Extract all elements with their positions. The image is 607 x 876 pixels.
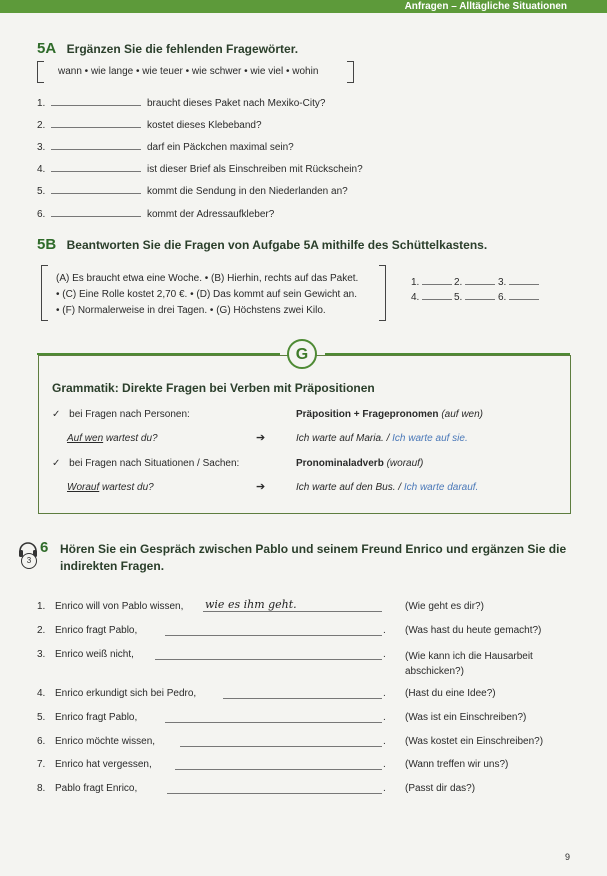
grammar-example-situations: [67, 482, 154, 494]
check-icon: ✓: [52, 409, 61, 420]
answer-label: 5.: [454, 292, 463, 303]
item-text: ist dieser Brief als Einschreiben mit Rückschein?: [147, 164, 363, 175]
answer-label: 1.: [411, 277, 420, 288]
period: .: [383, 712, 386, 723]
exercise-6-item: [37, 712, 137, 724]
item-text: Enrico erkundigt sich bei Pedro,: [55, 688, 197, 699]
word-box: [37, 61, 354, 83]
exercise-6-title: [60, 541, 566, 575]
grammar-rule-persons-right: [296, 409, 483, 421]
grammar-rule-persons: bei Fragen nach Personen:: [69, 409, 190, 420]
exercise-5a-item: [37, 94, 325, 110]
item-text: darf ein Päckchen maximal sein?: [147, 142, 294, 153]
item-text: Enrico fragt Pablo,: [55, 625, 138, 636]
period: .: [383, 759, 386, 770]
direct-question-text: (Was hast du heute gemacht?): [405, 625, 542, 636]
answer-box-line-1: (A) Es braucht etwa eine Woche. • (B) Hierhin, rechts auf das Paket.: [56, 273, 359, 284]
arrow-icon: ➔: [256, 432, 266, 444]
exercise-5a-number: 5A: [37, 40, 57, 57]
direct-question: [405, 649, 533, 679]
grammar-example-persons-highlight: Auf wen: [67, 433, 104, 444]
exercise-6-number: 6: [40, 539, 49, 556]
direct-question-text: (Was kostet ein Einschreiben?): [405, 736, 544, 747]
item-number: 3.: [37, 649, 46, 660]
grammar-example-persons-rest: wartest du?: [103, 433, 158, 444]
grammar-example-persons: [67, 433, 158, 445]
header-bar: [0, 0, 607, 13]
direct-question: [405, 783, 475, 795]
direct-question: [405, 736, 543, 748]
exercise-6-item: [37, 759, 152, 771]
exercise-5b-heading: [37, 236, 487, 254]
direct-question-text-2: abschicken?): [405, 666, 464, 677]
direct-question: [405, 688, 496, 700]
direct-question-text: (Hast du eine Idee?): [405, 688, 496, 699]
answer-label: 2.: [454, 277, 463, 288]
item-number: 4.: [37, 164, 46, 175]
direct-question-text: (Wie kann ich die Hausarbeit: [405, 651, 533, 662]
direct-question-text: (Passt dir das?): [405, 783, 476, 794]
item-text: Enrico hat vergessen,: [55, 759, 152, 770]
grammar-answer-situations: [296, 482, 478, 494]
exercise-6-item: [37, 783, 137, 795]
direct-question-text: (Was ist ein Einschreiben?): [405, 712, 527, 723]
period: .: [383, 736, 386, 747]
answer-slot: [454, 273, 495, 289]
exercise-5a-item: [37, 138, 294, 154]
exercise-5a-item: [37, 160, 363, 176]
item-number: 1.: [37, 98, 46, 109]
answer-label: 4.: [411, 292, 420, 303]
item-number: 6.: [37, 736, 46, 747]
direct-question-text: (Wie geht es dir?): [405, 601, 484, 612]
answer-label: 3.: [498, 277, 507, 288]
answer-blank[interactable]: [223, 698, 382, 699]
answer-blank[interactable]: [422, 273, 452, 285]
answer-blank[interactable]: [51, 160, 141, 172]
exercise-5a-item: [37, 205, 274, 221]
answer-blank[interactable]: [165, 722, 382, 723]
answer-slot: [498, 288, 539, 304]
answer-blank[interactable]: [155, 659, 382, 660]
exercise-6-item: [37, 688, 196, 700]
grammar-rule-situations-right: [296, 458, 423, 470]
direct-question: [405, 712, 526, 724]
word-box-text: wann • wie lange • wie teuer • wie schwer • wie viel • wohin: [58, 66, 319, 77]
direct-question-text: (Wann treffen wir uns?): [405, 759, 509, 770]
item-number: 2.: [37, 120, 46, 131]
item-text: Enrico weiß nicht,: [55, 649, 134, 660]
item-number: 1.: [37, 601, 46, 612]
answer-box-line-3: • (F) Normalerweise in drei Tagen. • (G) Höchstens zwei Kilo.: [56, 305, 326, 316]
exercise-6-title-line-1: Hören Sie ein Gespräch zwischen Pablo und seinem Freund Enrico und ergänzen Sie die: [60, 542, 567, 556]
grammar-answer-situations-2: Ich warte darauf.: [401, 482, 479, 493]
answer-slot: [454, 288, 495, 304]
period: .: [383, 688, 386, 699]
answer-blank[interactable]: [167, 793, 382, 794]
page-number: 9: [565, 852, 571, 862]
answer-box-line-2: • (C) Eine Rolle kostet 2,70 €. • (D) Das kommt auf sein Gewicht an.: [56, 289, 358, 300]
item-text: Enrico möchte wissen,: [55, 736, 156, 747]
grammar-example-situations-rest: wartest du?: [99, 482, 154, 493]
answer-blank[interactable]: [175, 769, 382, 770]
item-text: kommt die Sendung in den Niederlanden an?: [147, 186, 348, 197]
answer-blank[interactable]: [165, 635, 382, 636]
item-text: kostet dieses Klebeband?: [147, 120, 262, 131]
answer-blank[interactable]: [465, 288, 495, 300]
answer-slot: [411, 288, 452, 304]
exercise-6-heading: [40, 539, 48, 557]
grammar-structure-situations-example: (worauf): [386, 458, 424, 469]
item-text: Pablo fragt Enrico,: [55, 783, 138, 794]
item-number: 6.: [37, 209, 46, 220]
period: .: [383, 783, 386, 794]
grammar-g-icon: G: [287, 339, 317, 369]
item-number: 7.: [37, 759, 46, 770]
answer-blank[interactable]: [51, 138, 141, 150]
header-title: Anfragen – Alltägliche Situationen: [404, 1, 567, 12]
answer-slot: [498, 273, 539, 289]
answer-blank[interactable]: [51, 205, 141, 217]
answer-blank[interactable]: [51, 116, 141, 128]
answer-label: 6.: [498, 292, 507, 303]
answer-blank[interactable]: [180, 746, 382, 747]
direct-question: [405, 759, 508, 771]
grammar-row-situations: [52, 458, 239, 470]
exercise-5a-title: Ergänzen Sie die fehlenden Fragewörter.: [66, 42, 299, 56]
item-number: 4.: [37, 688, 46, 699]
exercise-6-item: [37, 649, 134, 661]
audio-track-number: 3: [21, 553, 37, 569]
period: .: [383, 649, 386, 660]
grammar-answer-persons-2: Ich warte auf sie.: [389, 433, 468, 444]
exercise-6-item: [37, 736, 155, 748]
grammar-structure-situations: Pronominaladverb: [296, 458, 384, 469]
answer-box: [41, 265, 386, 321]
grammar-answer-persons-1: Ich warte auf Maria. /: [296, 433, 390, 444]
answer-blank[interactable]: [422, 288, 452, 300]
item-text: Enrico fragt Pablo,: [55, 712, 138, 723]
exercise-6-title-line-2: indirekten Fragen.: [60, 559, 165, 573]
exercise-5a-heading: [37, 40, 298, 58]
answer-blank[interactable]: [509, 288, 539, 300]
answer-slot: [411, 273, 452, 289]
answer-blank[interactable]: [51, 94, 141, 106]
arrow-icon: ➔: [256, 481, 266, 493]
item-number: 3.: [37, 142, 46, 153]
item-number: 5.: [37, 186, 46, 197]
answer-blank[interactable]: [203, 611, 382, 612]
item-text: kommt der Adressaufkleber?: [147, 209, 275, 220]
period: .: [383, 625, 386, 636]
direct-question: [405, 601, 484, 613]
handwritten-answer: wie es ihm geht.: [205, 598, 297, 611]
grammar-rule-situations: bei Fragen nach Situationen / Sachen:: [69, 458, 240, 469]
check-icon: ✓: [52, 458, 61, 469]
item-number: 5.: [37, 712, 46, 723]
exercise-6-item: [37, 601, 183, 613]
exercise-5b-number: 5B: [37, 236, 57, 253]
exercise-5b-title: Beantworten Sie die Fragen von Aufgabe 5A mithilfe des Schüttelkastens.: [66, 238, 488, 252]
item-number: 2.: [37, 625, 46, 636]
exercise-5a-item: [37, 116, 262, 132]
grammar-structure-persons-example: (auf wen): [441, 409, 483, 420]
answer-blank[interactable]: [465, 273, 495, 285]
answer-blank[interactable]: [51, 182, 141, 194]
exercise-5a-item: [37, 182, 348, 198]
grammar-title: Grammatik: Direkte Fragen bei Verben mit Präpositionen: [52, 381, 375, 395]
direct-question: [405, 625, 541, 637]
item-number: 8.: [37, 783, 46, 794]
grammar-answer-persons: [296, 433, 468, 445]
grammar-row-persons: [52, 409, 190, 421]
item-text: braucht dieses Paket nach Mexiko-City?: [147, 98, 326, 109]
item-text: Enrico will von Pablo wissen,: [55, 601, 184, 612]
exercise-6-item: [37, 625, 137, 637]
grammar-structure-persons: Präposition + Fragepronomen: [296, 409, 439, 420]
answer-blank[interactable]: [509, 273, 539, 285]
grammar-answer-situations-1: Ich warte auf den Bus. /: [296, 482, 402, 493]
grammar-example-situations-highlight: Worauf: [67, 482, 100, 493]
